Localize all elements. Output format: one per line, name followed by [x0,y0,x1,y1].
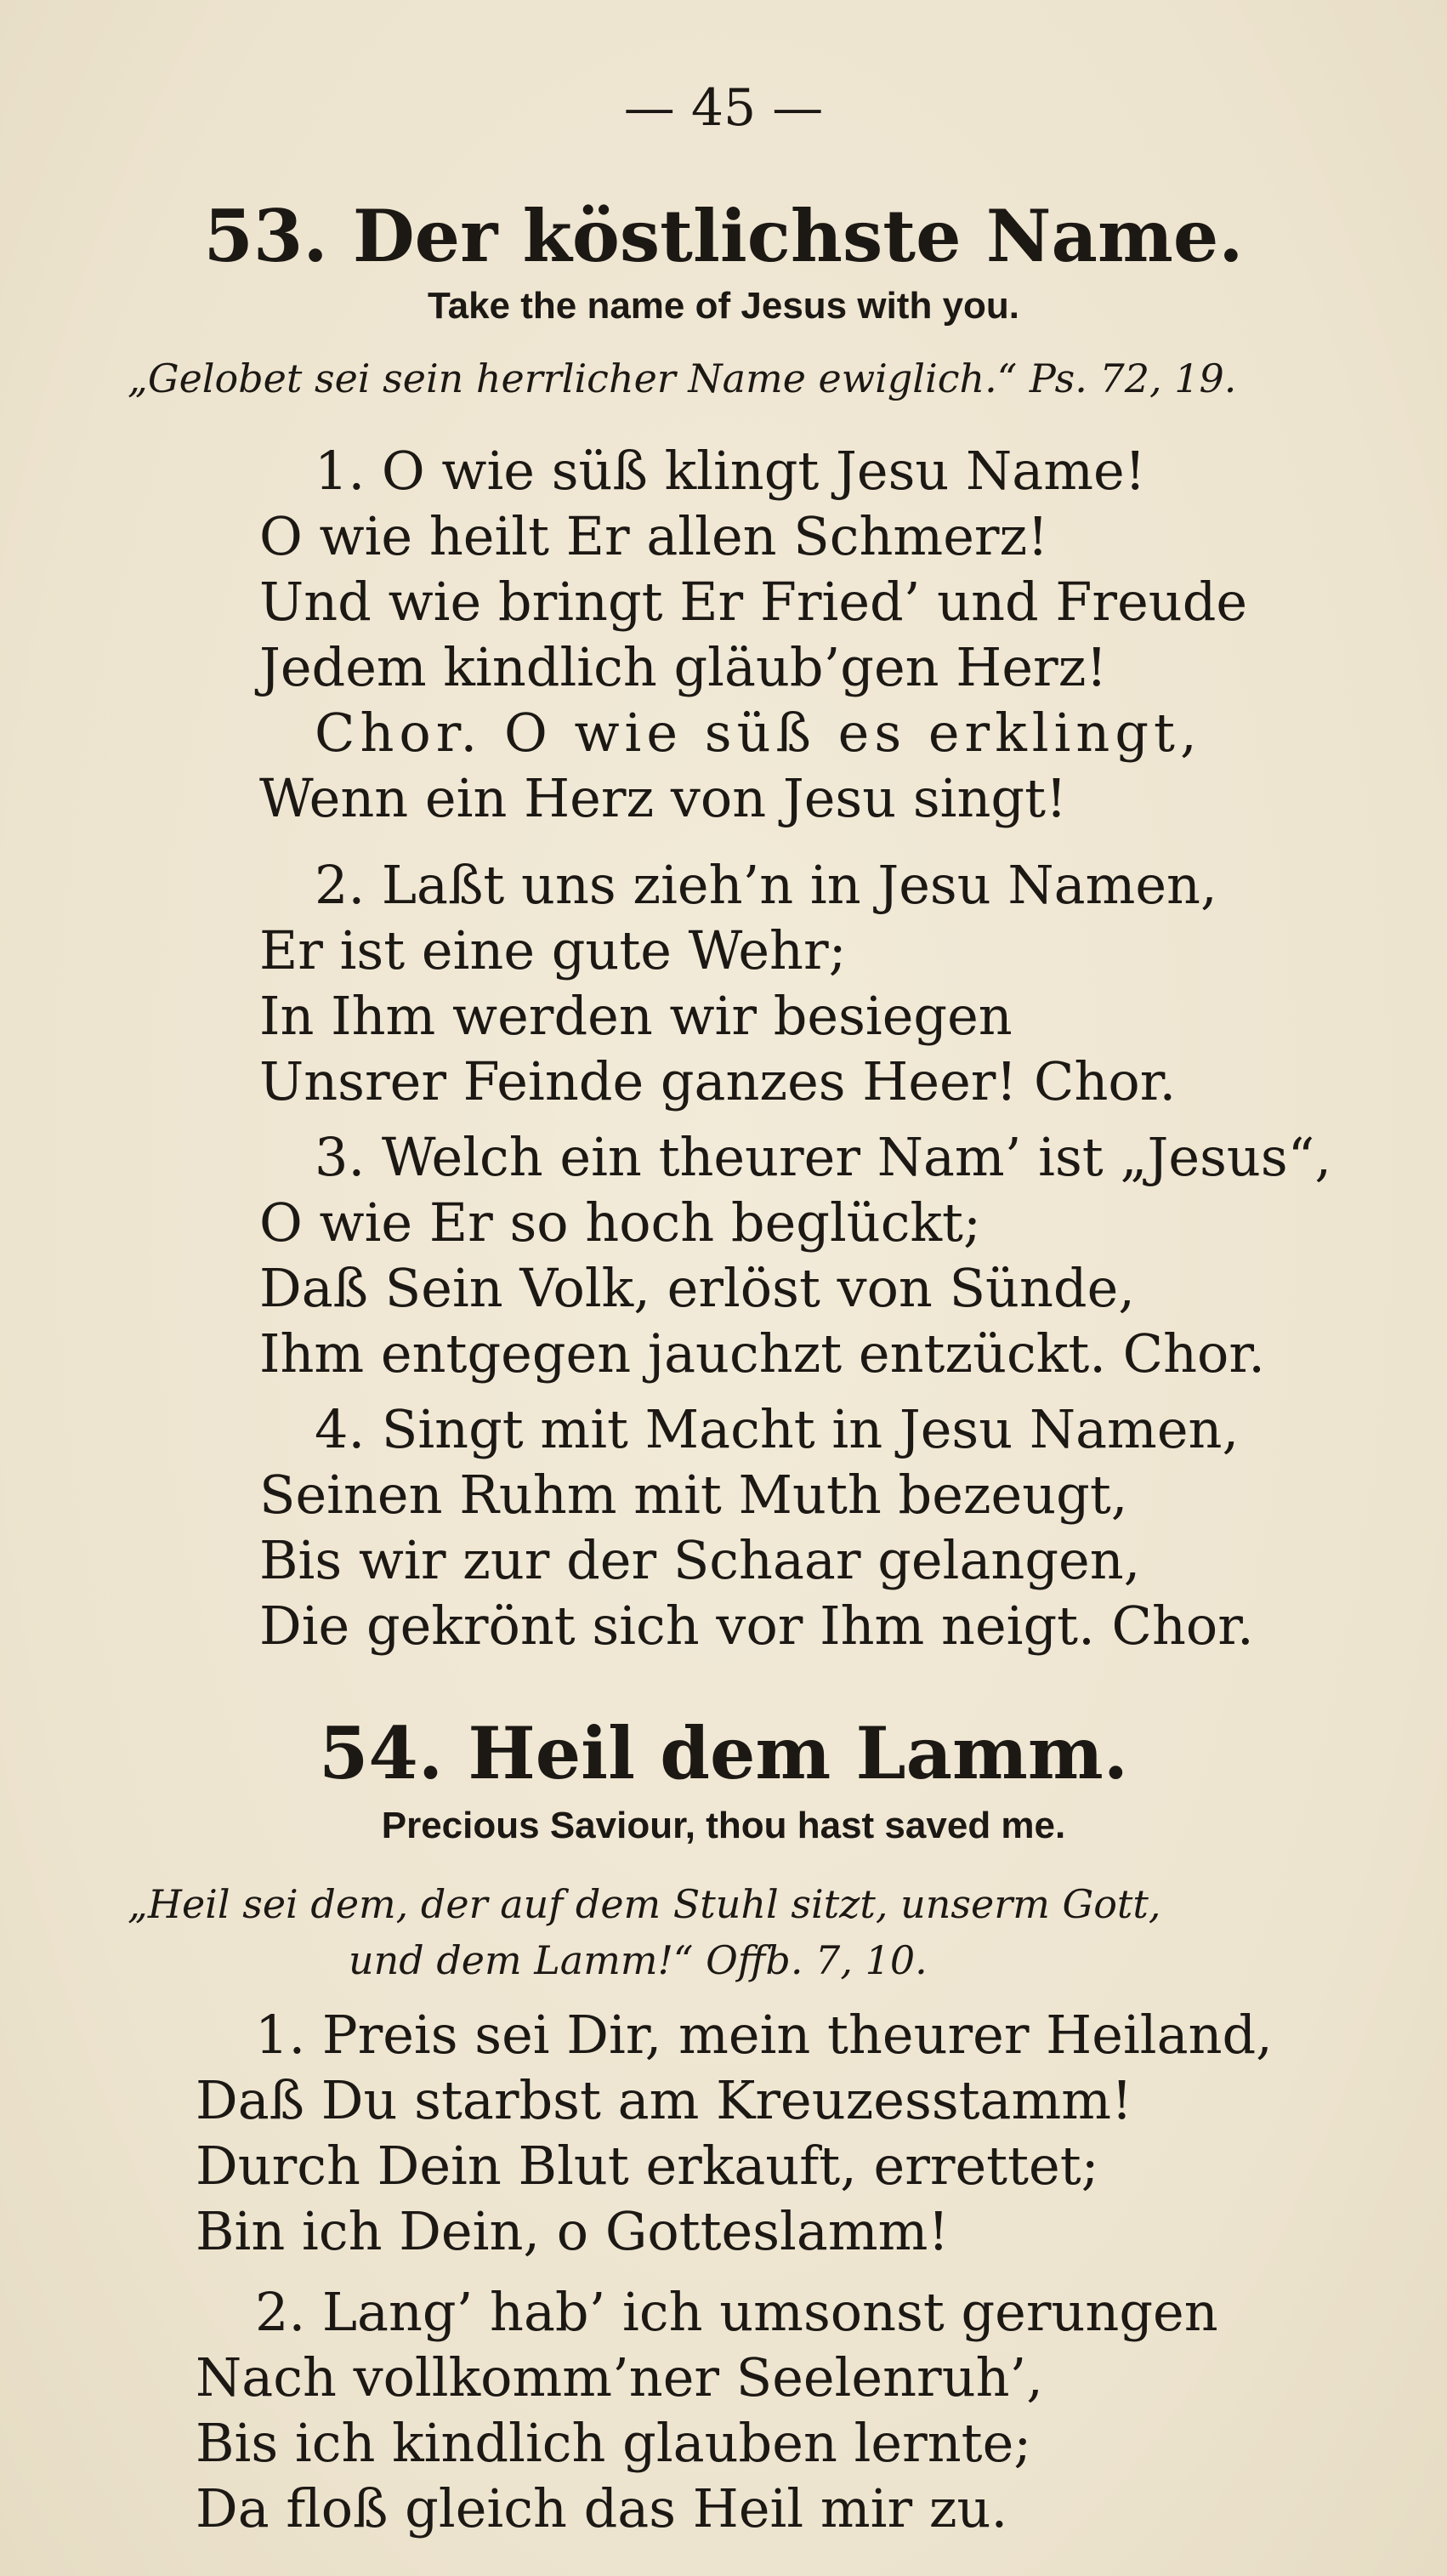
hymn-53-verse-3-line-2: O wie Er so hoch beglückt; [259,1191,981,1254]
hymn-53-verse-4-line-4: Die gekrönt sich vor Ihm neigt. Chor. [259,1595,1254,1657]
hymn-54-verse-1-line-2: Daß Du starbst am Kreuzesstamm! [196,2069,1133,2131]
hymn-53-verse-1-line-2: O wie heilt Er allen Schmerz! [259,505,1049,567]
hymn-54-verse-1-line-3: Durch Dein Blut erkauft, errettet; [196,2135,1099,2197]
hymn-53-verse-4-line-3: Bis wir zur der Schaar gelangen, [259,1529,1141,1591]
hymn-53-verse-3-line-3: Daß Sein Volk, erlöst von Sünde, [259,1257,1135,1319]
hymn-54-title: 54. Heil dem Lamm. [318,1711,1129,1795]
hymn-54-verse-1-line-4: Bin ich Dein, o Gotteslamm! [196,2200,950,2262]
hymn-53-verse-2-line-1: 2. Laßt uns zieh’n in Jesu Namen, [315,854,1217,916]
page-number: — 45 — [623,78,824,138]
hymn-53-title: 53. Der köstlichste Name. [203,194,1244,278]
hymn-53-verse-4-line-1: 4. Singt mit Macht in Jesu Namen, [315,1398,1240,1460]
hymn-53-verse-1-line-1: 1. O wie süß klingt Jesu Name! [315,440,1146,502]
hymn-53-english-title: Take the name of Jesus with you. [427,285,1020,327]
hymn-53-motto: „Gelobet sei sein herrlicher Name ewiglich.“ Ps. 72, 19. [128,355,1237,401]
hymn-54-verse-2-line-4: Da floß gleich das Heil mir zu. [196,2477,1008,2539]
hymn-53-verse-1-line-4: Jedem kindlich gläub’gen Herz! [259,636,1108,698]
hymn-53-verse-2-line-2: Er ist eine gute Wehr; [259,919,847,981]
hymn-53-chorus-line-1: Chor. O wie süß es erklingt, [315,702,1202,764]
hymn-54-motto-line-1: „Heil sei dem, der auf dem Stuhl sitzt, unserm Gott, [128,1881,1161,1927]
hymn-54-verse-1-line-1: 1. Preis sei Dir, mein theurer Heiland, [255,2004,1273,2066]
hymn-54-english-title: Precious Saviour, thou hast saved me. [381,1805,1066,1846]
hymn-54-verse-2-line-3: Bis ich kindlich glauben lernte; [196,2412,1032,2474]
hymn-53-verse-3-line-1: 3. Welch ein theurer Nam’ ist „Jesus“, [315,1126,1332,1188]
hymn-54-verse-2-line-1: 2. Lang’ hab’ ich umsonst gerungen [255,2281,1218,2343]
hymn-54-motto-line-2: und dem Lamm!“ Offb. 7, 10. [349,1937,928,1983]
hymn-54-verse-2-line-2: Nach vollkomm’ner Seelenruh’, [196,2346,1043,2408]
hymn-53-verse-4-line-2: Seinen Ruhm mit Muth bezeugt, [259,1464,1128,1526]
hymn-53-verse-1-line-3: Und wie bringt Er Fried’ und Freude [259,571,1248,633]
hymn-53-verse-2-line-3: In Ihm werden wir besiegen [259,985,1013,1047]
hymn-53-verse-2-line-4: Unsrer Feinde ganzes Heer! Chor. [259,1050,1177,1112]
hymn-53-chorus-line-2: Wenn ein Herz von Jesu singt! [259,767,1067,829]
hymn-53-verse-3-line-4: Ihm entgegen jauchzt entzückt. Chor. [259,1322,1265,1385]
